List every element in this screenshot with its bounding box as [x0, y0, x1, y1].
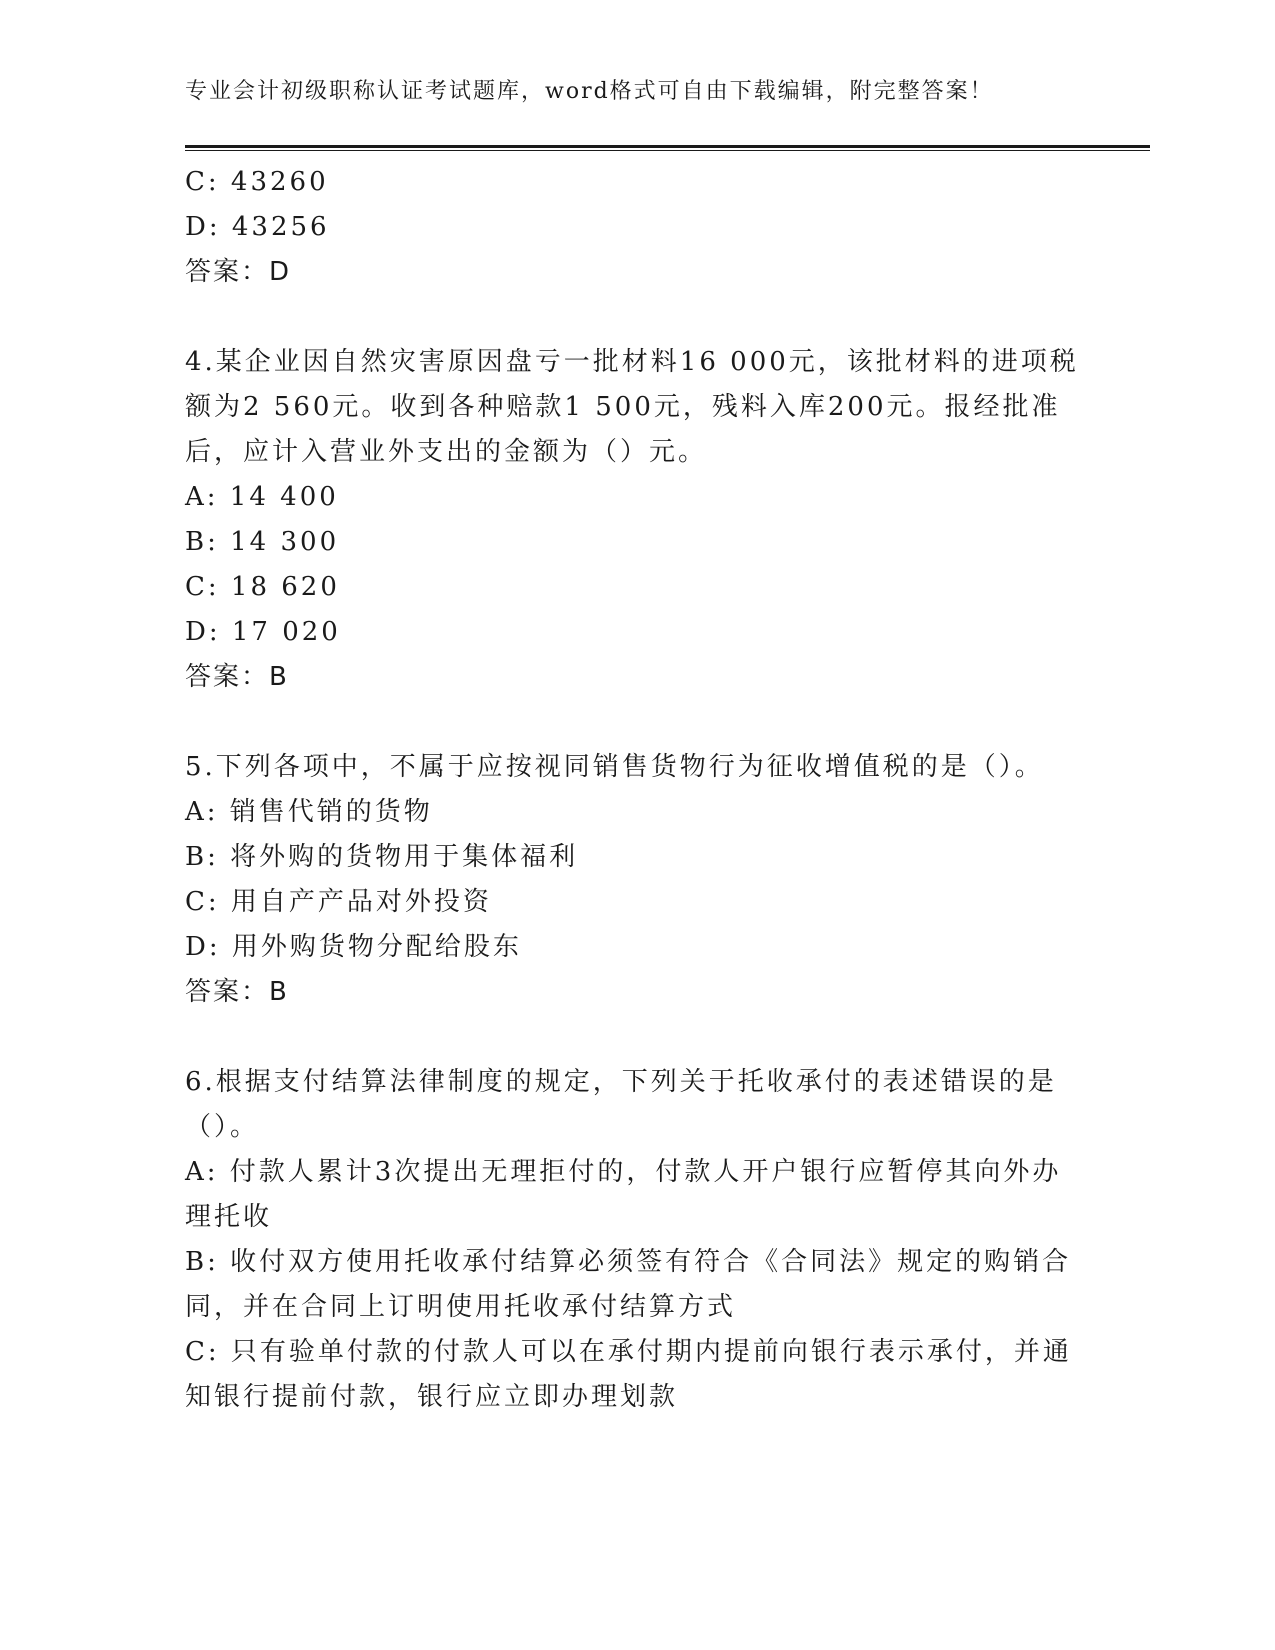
q5-option-c: C: 用自产产品对外投资 — [185, 887, 492, 917]
question-4 — [185, 340, 1085, 700]
q4-stem-line-3: 后，应计入营业外支出的金额为（）元。 — [185, 437, 708, 467]
q5-option-a: A: 销售代销的货物 — [185, 797, 433, 827]
question-6 — [185, 1060, 1085, 1420]
q4-option-d: D: 17 020 — [185, 617, 341, 647]
q3-option-c: C: 43260 — [185, 167, 329, 197]
spacer — [185, 1015, 1085, 1060]
q5-answer: 答案：B — [185, 977, 289, 1007]
q3-option-d: D: 43256 — [185, 212, 330, 242]
spacer — [185, 295, 1085, 340]
q6-option-a-line-1: A: 付款人累计3次提出无理拒付的，付款人开户银行应暂停其向外办 — [185, 1157, 1062, 1187]
q4-answer: 答案：B — [185, 662, 289, 692]
q6-stem-line-2: （）。 — [185, 1112, 260, 1142]
q6-option-c-line-1: C: 只有验单付款的付款人可以在承付期内提前向银行表示承付，并通 — [185, 1337, 1072, 1367]
q5-stem: 5.下列各项中，不属于应按视同销售货物行为征收增值税的是（）。 — [185, 752, 1044, 782]
header-text: 专业会计初级职称认证考试题库，word格式可自由下载编辑，附完整答案！ — [185, 79, 994, 104]
q6-option-a-line-2: 理托收 — [185, 1202, 273, 1232]
q6-option-b-line-1: B: 收付双方使用托收承付结算必须签有符合《合同法》规定的购销合 — [185, 1247, 1072, 1277]
q4-stem-line-1: 4.某企业因自然灾害原因盘亏一批材料16 000元，该批材料的进项税 — [185, 347, 1079, 377]
header-rule-thick — [185, 145, 1150, 148]
document-body — [185, 160, 1085, 1420]
q4-option-c: C: 18 620 — [185, 572, 340, 602]
q4-option-a: A: 14 400 — [185, 482, 339, 512]
q6-option-c-line-2: 知银行提前付款，银行应立即办理划款 — [185, 1382, 679, 1412]
question-5 — [185, 745, 1085, 1015]
q5-option-d: D: 用外购货物分配给股东 — [185, 932, 522, 962]
q4-stem-line-2: 额为2 560元。收到各种赔款1 500元，残料入库200元。报经批准 — [185, 392, 1061, 422]
question-3-tail — [185, 160, 1085, 295]
header-rule-thin — [185, 150, 1150, 151]
q4-option-b: B: 14 300 — [185, 527, 340, 557]
q5-option-b: B: 将外购的货物用于集体福利 — [185, 842, 579, 872]
q6-stem-line-1: 6.根据支付结算法律制度的规定，下列关于托收承付的表述错误的是 — [185, 1067, 1057, 1097]
spacer — [185, 700, 1085, 745]
q3-answer: 答案：D — [185, 257, 292, 287]
q6-option-b-line-2: 同，并在合同上订明使用托收承付结算方式 — [185, 1292, 737, 1322]
